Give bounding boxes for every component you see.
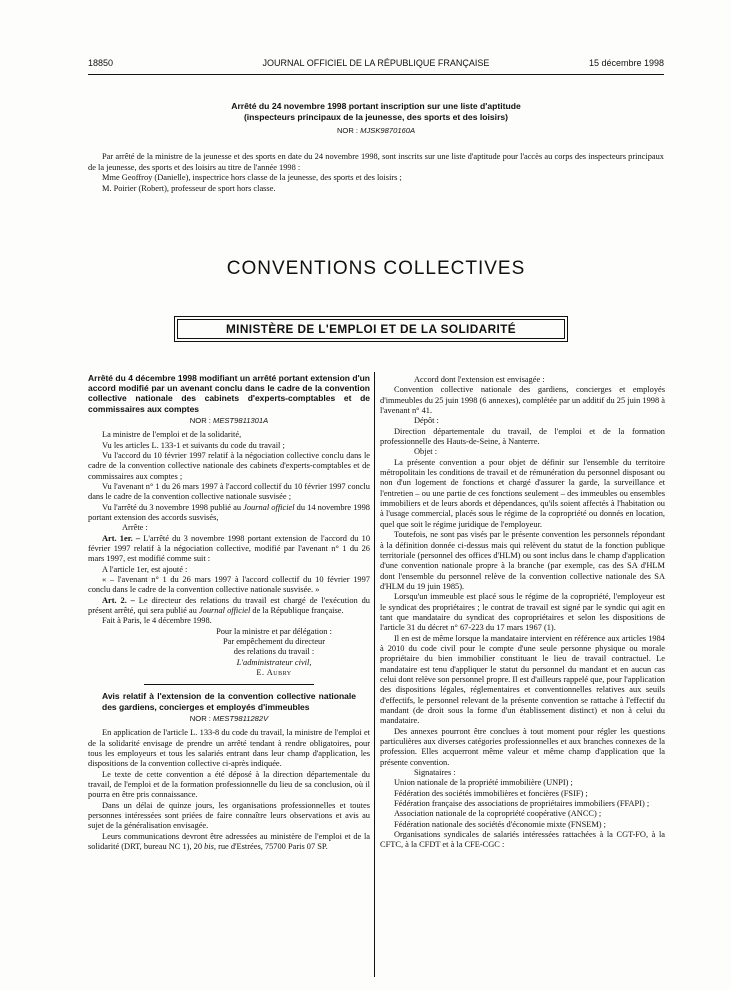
paragraph xyxy=(88,503,370,524)
separator xyxy=(144,684,313,685)
page-header xyxy=(88,58,664,72)
nor-code: MEST9811301A xyxy=(213,415,269,425)
signature-line: des relations du travail : xyxy=(233,647,315,657)
list-item: Fédération nationale des sociétés d'économie mixte (FNSEM) ; xyxy=(394,819,606,829)
list-item: M. Poirier (Robert), professeur de sport hors classe. xyxy=(102,183,276,193)
signature-line: Pour la ministre et par délégation : xyxy=(216,626,332,636)
paragraph: Vu les articles L. 133-1 et suivants du code du travail ; xyxy=(102,440,285,450)
paragraph: En application de l'article L. 133-8 du code du travail, la ministre de l'emploi et de la solidarité envisage de prendre un arrêté tendant à rendre obligatoires, pour tous les employeurs et tous les salariés entrant dans leur champ d'application, les dispositions de la convention collective ci-après indiquée. xyxy=(88,728,370,769)
paragraph: Des annexes pourront être conclues à tout moment pour régler les questions particulières aux diverses catégories professionnelles et aux branches connexes de la profession. Elles acquerront même valeur et même champ d'application que la présente convention. xyxy=(380,726,665,767)
text: rue d'Estrées, 75700 Paris 07 SP. xyxy=(215,841,328,851)
nor-label: NOR : xyxy=(336,126,359,135)
journal-reference: Journal officiel xyxy=(198,606,251,615)
issue-date: 15 décembre 1998 xyxy=(588,58,664,68)
list-item: Fédération des sociétés immobilières et foncières (FSIF) ; xyxy=(394,788,588,798)
date-line: Fait à Paris, le 4 décembre 1998. xyxy=(102,616,212,626)
subheading: Signataires : xyxy=(414,768,456,778)
paragraph: Toutefois, ne sont pas visés par le présente convention les personnels répondant à la définition donnée ci-dessus mais qui relèvent du statut de la fonction publique territoriale (personnel des offices d'HLM) ou sont inclus dans le champ d'application d'une convention nationale propre à la branche (par exemple, cas des SA d'HLM dont l'ensemble du personnel relève de la convention collective nationale des SA d'HLM du 19 juin 1985). xyxy=(380,530,665,591)
paragraph: Vu l'accord du 10 février 1997 relatif à la négociation collective conclu dans le cadre de la convention collective nationale des cabinets d'experts-comptables et de commissaires aux comptes ; xyxy=(88,450,370,481)
left-column xyxy=(88,373,370,852)
nor-code: MEST9811282V xyxy=(213,713,269,723)
paragraph: Direction départementale du travail, de l'emploi et de la formation professionnelle des Hauts-de-Seine, à Nanterre. xyxy=(380,426,665,447)
ministry-box xyxy=(174,316,568,342)
paragraph: A l'article 1er, est ajouté : xyxy=(102,564,188,574)
list-item: Association nationale de la copropriété coopérative (ANCC) ; xyxy=(394,809,602,819)
avis-title: Avis relatif à l'extension de la convention collective nationale des gardiens, concierges et employés d'immeubles xyxy=(102,691,356,712)
list-item: Organisations syndicales de salariés intéressées rattachées à la CGT-FO, à la CFTC, à la CFDT et à la CFE-CGC : xyxy=(380,830,665,850)
subheading: Accord dont l'extension est envisagée : xyxy=(414,375,545,384)
nor-reference xyxy=(88,714,370,724)
nor-label: NOR : xyxy=(189,713,211,723)
text: Le directeur des relations du travail est chargé de l'exécution du présent arrêté, qui sera publié au xyxy=(88,595,370,615)
text: Leurs communications devront être adressées au ministère de l'emploi et de la solidarité (DRT, bureau NC 1), 20 xyxy=(88,831,370,851)
paragraph: Le texte de cette convention a été déposé à la direction départementale du travail, de l'emploi et de la formation professionnelle du lieu de sa conclusion, où il pourra en être pris connaissance. xyxy=(88,769,370,800)
paragraph: Convention collective nationale des gardiens, concierges et employés d'immeubles du 25 juin 1998 (6 annexes), complétée par un additif du 25 juin 1998 à l'avenant n° 41. xyxy=(380,385,665,416)
text: de la République française. xyxy=(250,606,344,615)
subheading: Objet : xyxy=(414,447,438,457)
nor-reference xyxy=(88,126,664,135)
paragraph: Dans un délai de quinze jours, les organisations professionnelles et toutes personnes intéressées sont priées de faire connaître leurs observations et avis au sujet de la généralisation envisagée. xyxy=(88,800,370,831)
paragraph: Vu l'avenant n° 1 du 26 mars 1997 à l'accord collectif du 10 février 1997 conclu dans le cadre de la convention collective nationale susvisée ; xyxy=(88,481,370,502)
title-line-1: Arrêté du 24 novembre 1998 portant inscription sur une liste d'aptitude xyxy=(231,101,521,111)
article-label: Art. 1er. – xyxy=(102,533,141,543)
paragraph: Il en est de même lorsque la mandataire intervient en référence aux articles 1984 à 2010 du code civil pour le compte d'une seule personne physique ou morale propriétaire du bien immobilier constituant le lieu de travail contractuel. Le mandataire est tenu d'appliquer le statut du personnel du mandant et en aucun cas celui dont relève son personnel propre. Il est d'ailleurs rappelé que, pour l'application des dispositions légales, réglementaires et conventionnelles relatives aux seuils d'effectifs, le personnel relevant de la présente convention se rattache à l'effectif du mandant (de droit sous la forme d'un établissement distinct) et non à celui du mandataire. xyxy=(380,633,665,726)
right-column xyxy=(380,375,665,851)
article-label: Art. 2. – xyxy=(102,595,135,605)
signature-line: Par empêchement du directeur xyxy=(222,637,326,647)
title-line-2: (inspecteurs principaux de la jeunesse, des sports et des loisirs) xyxy=(243,112,509,122)
header-rule xyxy=(88,74,664,75)
paragraph: « – l'avenant n° 1 du 26 mars 1997 à l'accord collectif du 10 février 1997 conclu dans le cadre de la convention collective nationale susvisée. » xyxy=(88,574,370,595)
text: bis, xyxy=(204,841,216,851)
section-heading: CONVENTIONS COLLECTIVES xyxy=(226,258,526,279)
nor-code: MJSK9870160A xyxy=(360,126,416,135)
list-item: Mme Geoffroy (Danielle), inspectrice hors classe de la jeunesse, des sports et des loisirs ; xyxy=(102,173,402,183)
paragraph: La ministre de l'emploi et de la solidarité, xyxy=(102,430,242,440)
subheading: Dépôt : xyxy=(414,416,439,426)
arrete-aptitude-title xyxy=(88,101,664,123)
paragraph xyxy=(88,832,370,853)
list-item: Fédération française des associations de propriétaires immobiliers (FFAPI) ; xyxy=(394,799,650,809)
article-2 xyxy=(88,596,370,617)
article-1 xyxy=(88,534,370,565)
paragraph: Lorsqu'un immeuble est placé sous le régime de la copropriété, l'employeur est le syndicat des propriétaires ; le contrat de travail est signé par le syndic qui agit en tant que mandataire du syndicat des copropriétaires et selon les dispositions de l'article 31 du décret n° 67-223 du 17 mars 1967 (1). xyxy=(380,592,665,633)
nor-label: NOR : xyxy=(189,415,211,425)
text: Vu l'arrêté du 3 novembre 1998 publié au xyxy=(102,502,244,512)
paragraph: La présente convention a pour objet de définir sur l'ensemble du territoire métropolitain les conditions de travail et de rémunération du personnel disposant ou non d'un logement de fonctions et chargé d'assurer la garde, la surveillance et l'entretien – ou une partie de ces fonctions seulement – des immeubles ou ensembles immobiliers et de leurs abords et dépendances, qu'ils soient affectés à l'habitation ou à l'usage commercial, placés sous le régime de la copropriété ou donnés en location, quel que soit le régime juridique de l'employeur. xyxy=(380,457,665,529)
journal-reference: Journal officiel xyxy=(243,502,295,512)
list-item: Union nationale de la propriété immobilière (UNPI) ; xyxy=(394,778,573,788)
arrete-title: Arrêté du 4 décembre 1998 modifiant un arrêté portant extension d'un accord modifié par un avenant conclu dans le cadre de la convention collective nationale des cabinets d'experts-comptables et de commissaires aux comptes xyxy=(88,373,370,414)
ministry-title: MINISTÈRE DE L'EMPLOI ET DE LA SOLIDARITÉ xyxy=(177,319,565,339)
text: du 14 novembre 1998 portant extension des accords susvisés, xyxy=(88,502,370,522)
column-divider xyxy=(374,372,375,977)
signature-title: L'administrateur civil, xyxy=(236,657,312,667)
paragraph: Par arrêté de la ministre de la jeunesse et des sports en date du 24 novembre 1998, sont inscrits sur une liste d'aptitude pour l'accès au corps des inspecteurs principaux de la jeunesse, des sports et des loisirs au titre de l'année 1998 : xyxy=(88,152,664,172)
arrete-aptitude-body xyxy=(88,152,664,194)
text: L'arrêté du 3 novembre 1998 portant extension de l'accord du 10 février 1997 relatif à la négociation collective, modifié par l'avenant n° 1 du 26 mars 1997, est modifié comme suit : xyxy=(88,533,371,564)
nor-reference xyxy=(88,416,370,426)
signature-name: E. Aubry xyxy=(256,668,292,678)
page-number: 18850 xyxy=(88,58,114,68)
arrete-label: Arrête : xyxy=(122,523,148,533)
journal-title: JOURNAL OFFICIEL DE LA RÉPUBLIQUE FRANÇAISE xyxy=(262,58,490,68)
